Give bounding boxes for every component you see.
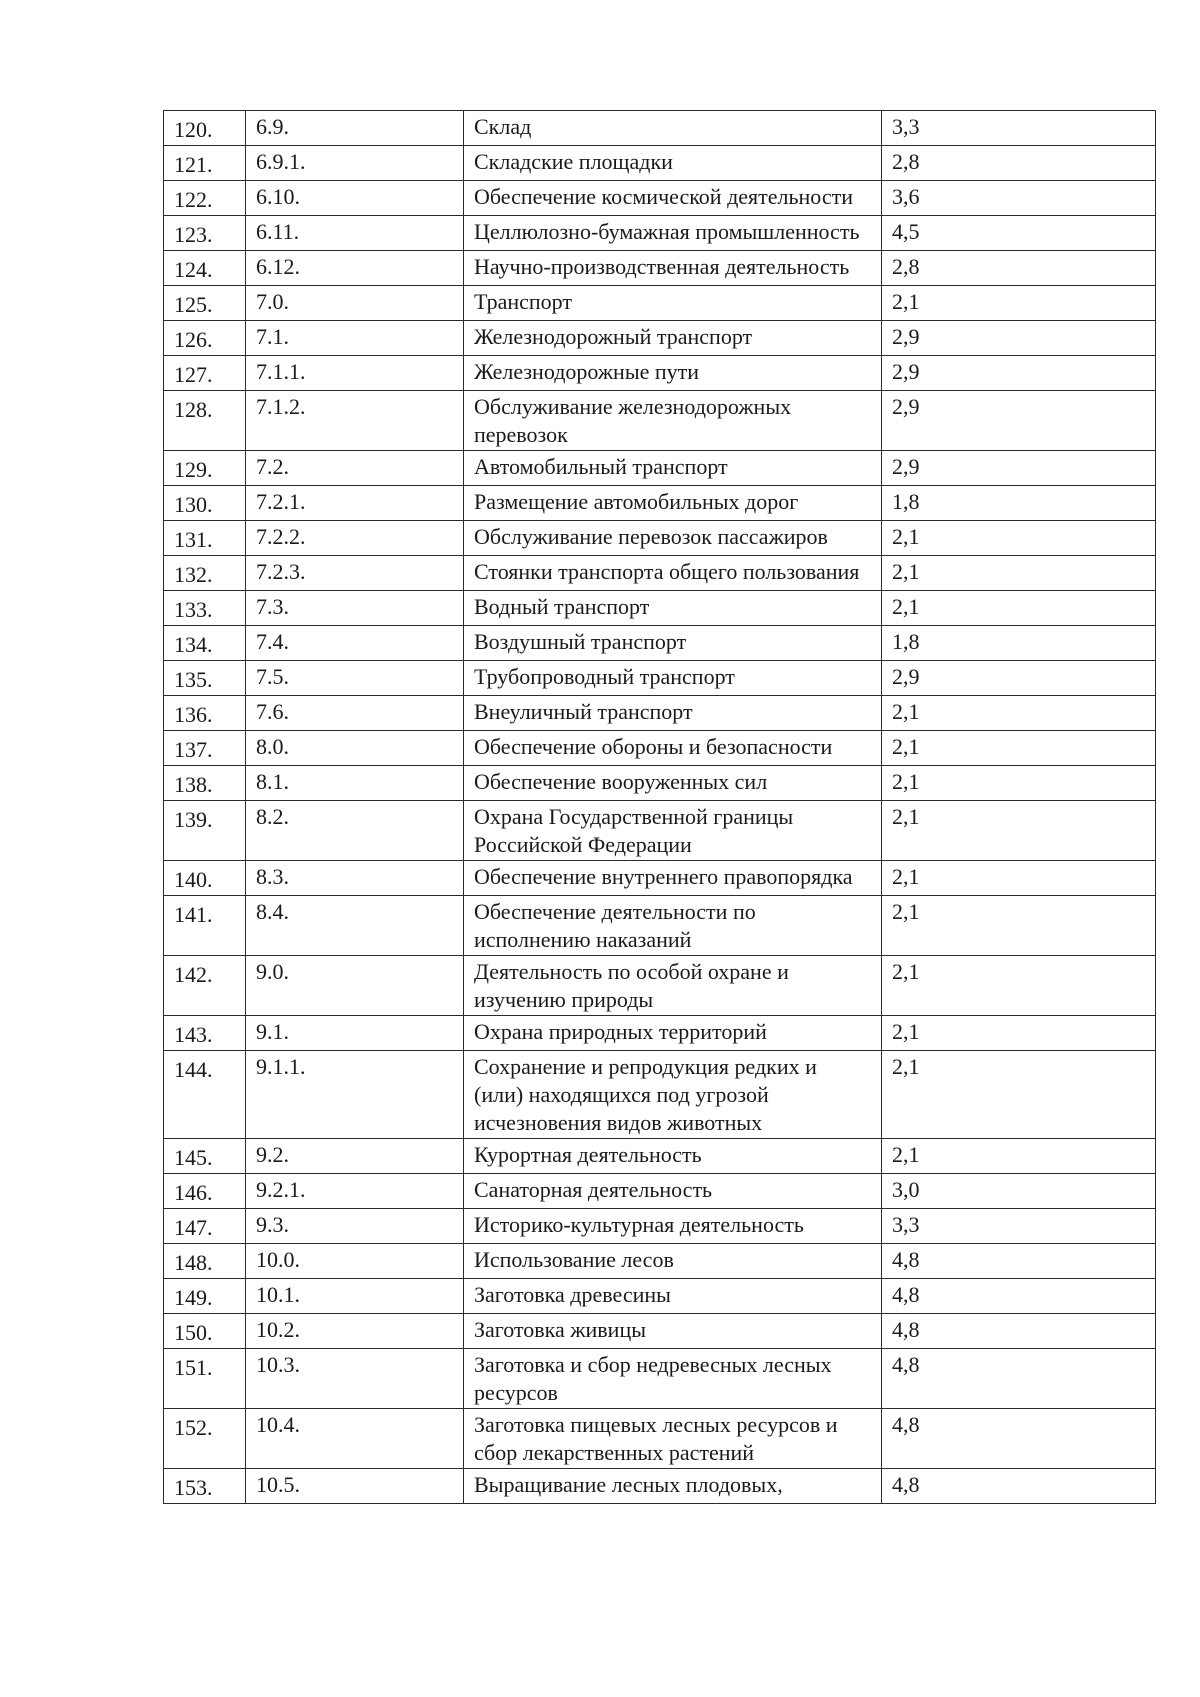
row-value: 4,8 xyxy=(882,1244,1156,1279)
row-number: 145. xyxy=(164,1139,246,1174)
table-row xyxy=(164,956,1156,1016)
row-value: 2,1 xyxy=(882,1051,1156,1139)
row-name: Обеспечение вооруженных сил xyxy=(464,766,882,801)
table-row xyxy=(164,1051,1156,1139)
row-number: 149. xyxy=(164,1279,246,1314)
table-row xyxy=(164,896,1156,956)
row-name: Обслуживание железнодорожных перевозок xyxy=(464,391,882,451)
row-number: 146. xyxy=(164,1174,246,1209)
row-name: Автомобильный транспорт xyxy=(464,451,882,486)
row-number: 125. xyxy=(164,286,246,321)
row-value: 2,9 xyxy=(882,321,1156,356)
table-row xyxy=(164,626,1156,661)
row-value: 4,8 xyxy=(882,1314,1156,1349)
row-name: Внеуличный транспорт xyxy=(464,696,882,731)
row-number: 140. xyxy=(164,861,246,896)
row-value: 2,8 xyxy=(882,251,1156,286)
row-number: 144. xyxy=(164,1051,246,1139)
row-code: 10.1. xyxy=(246,1279,464,1314)
row-code: 9.1.1. xyxy=(246,1051,464,1139)
row-name: Целлюлозно-бумажная промышленность xyxy=(464,216,882,251)
row-name: Складские площадки xyxy=(464,146,882,181)
row-value: 4,8 xyxy=(882,1409,1156,1469)
row-number: 153. xyxy=(164,1469,246,1504)
row-code: 8.3. xyxy=(246,861,464,896)
table-row xyxy=(164,1409,1156,1469)
row-code: 7.1. xyxy=(246,321,464,356)
row-code: 10.0. xyxy=(246,1244,464,1279)
row-name: Выращивание лесных плодовых, xyxy=(464,1469,882,1504)
table-row xyxy=(164,486,1156,521)
row-code: 8.2. xyxy=(246,801,464,861)
row-name: Склад xyxy=(464,111,882,146)
row-number: 128. xyxy=(164,391,246,451)
row-code: 7.2. xyxy=(246,451,464,486)
row-number: 121. xyxy=(164,146,246,181)
table-row xyxy=(164,111,1156,146)
row-number: 138. xyxy=(164,766,246,801)
row-number: 124. xyxy=(164,251,246,286)
table-row xyxy=(164,801,1156,861)
table-row xyxy=(164,1469,1156,1504)
table-body xyxy=(164,111,1156,1504)
table-row xyxy=(164,356,1156,391)
row-name: Заготовка пищевых лесных ресурсов и сбор лекарственных растений xyxy=(464,1409,882,1469)
row-number: 141. xyxy=(164,896,246,956)
row-number: 126. xyxy=(164,321,246,356)
row-name: Железнодорожные пути xyxy=(464,356,882,391)
row-number: 139. xyxy=(164,801,246,861)
row-code: 7.3. xyxy=(246,591,464,626)
row-number: 143. xyxy=(164,1016,246,1051)
row-value: 2,9 xyxy=(882,451,1156,486)
row-name: Заготовка древесины xyxy=(464,1279,882,1314)
row-number: 151. xyxy=(164,1349,246,1409)
row-value: 2,1 xyxy=(882,731,1156,766)
row-value: 2,1 xyxy=(882,861,1156,896)
row-code: 6.9. xyxy=(246,111,464,146)
row-name: Обеспечение деятельности по исполнению наказаний xyxy=(464,896,882,956)
row-value: 4,8 xyxy=(882,1349,1156,1409)
table-row xyxy=(164,1139,1156,1174)
row-value: 2,1 xyxy=(882,556,1156,591)
row-name: Обслуживание перевозок пассажиров xyxy=(464,521,882,556)
table-row xyxy=(164,251,1156,286)
row-value: 2,1 xyxy=(882,956,1156,1016)
row-value: 2,1 xyxy=(882,286,1156,321)
table-row xyxy=(164,1174,1156,1209)
row-name: Размещение автомобильных дорог xyxy=(464,486,882,521)
table-row xyxy=(164,216,1156,251)
table-row xyxy=(164,861,1156,896)
row-value: 1,8 xyxy=(882,486,1156,521)
row-code: 7.1.2. xyxy=(246,391,464,451)
row-name: Трубопроводный транспорт xyxy=(464,661,882,696)
row-code: 7.2.2. xyxy=(246,521,464,556)
row-value: 4,8 xyxy=(882,1279,1156,1314)
row-number: 129. xyxy=(164,451,246,486)
row-number: 150. xyxy=(164,1314,246,1349)
row-name: Охрана Государственной границы Российской Федерации xyxy=(464,801,882,861)
row-code: 7.1.1. xyxy=(246,356,464,391)
row-value: 2,1 xyxy=(882,591,1156,626)
row-value: 2,9 xyxy=(882,356,1156,391)
row-number: 120. xyxy=(164,111,246,146)
row-code: 10.4. xyxy=(246,1409,464,1469)
row-value: 3,3 xyxy=(882,1209,1156,1244)
row-code: 7.0. xyxy=(246,286,464,321)
row-value: 2,1 xyxy=(882,521,1156,556)
row-value: 3,0 xyxy=(882,1174,1156,1209)
row-value: 2,1 xyxy=(882,1139,1156,1174)
row-name: Стоянки транспорта общего пользования xyxy=(464,556,882,591)
row-code: 7.2.3. xyxy=(246,556,464,591)
row-name: Железнодорожный транспорт xyxy=(464,321,882,356)
row-code: 6.12. xyxy=(246,251,464,286)
row-value: 2,1 xyxy=(882,696,1156,731)
table-row xyxy=(164,1244,1156,1279)
row-number: 132. xyxy=(164,556,246,591)
table-row xyxy=(164,521,1156,556)
row-name: Обеспечение обороны и безопасности xyxy=(464,731,882,766)
row-value: 2,1 xyxy=(882,896,1156,956)
row-number: 133. xyxy=(164,591,246,626)
row-code: 10.2. xyxy=(246,1314,464,1349)
table-row xyxy=(164,181,1156,216)
row-code: 10.5. xyxy=(246,1469,464,1504)
row-name: Водный транспорт xyxy=(464,591,882,626)
table-row xyxy=(164,1279,1156,1314)
row-number: 152. xyxy=(164,1409,246,1469)
row-name: Использование лесов xyxy=(464,1244,882,1279)
row-value: 3,6 xyxy=(882,181,1156,216)
row-number: 130. xyxy=(164,486,246,521)
row-value: 2,9 xyxy=(882,661,1156,696)
row-name: Заготовка и сбор недревесных лесных ресурсов xyxy=(464,1349,882,1409)
row-name: Научно-производственная деятельность xyxy=(464,251,882,286)
row-code: 9.1. xyxy=(246,1016,464,1051)
row-number: 147. xyxy=(164,1209,246,1244)
land-use-table xyxy=(163,110,1156,1504)
row-number: 127. xyxy=(164,356,246,391)
row-code: 8.4. xyxy=(246,896,464,956)
row-number: 134. xyxy=(164,626,246,661)
table-row xyxy=(164,591,1156,626)
table-row xyxy=(164,696,1156,731)
row-number: 137. xyxy=(164,731,246,766)
row-code: 6.9.1. xyxy=(246,146,464,181)
row-code: 9.2.1. xyxy=(246,1174,464,1209)
row-name: Охрана природных территорий xyxy=(464,1016,882,1051)
row-number: 131. xyxy=(164,521,246,556)
row-value: 2,1 xyxy=(882,801,1156,861)
row-name: Историко-культурная деятельность xyxy=(464,1209,882,1244)
table-row xyxy=(164,766,1156,801)
row-code: 9.2. xyxy=(246,1139,464,1174)
table-row xyxy=(164,1209,1156,1244)
row-number: 135. xyxy=(164,661,246,696)
row-name: Сохранение и репродукция редких и (или) находящихся под угрозой исчезновения видов животных xyxy=(464,1051,882,1139)
row-name: Транспорт xyxy=(464,286,882,321)
row-value: 3,3 xyxy=(882,111,1156,146)
row-name: Воздушный транспорт xyxy=(464,626,882,661)
table-row xyxy=(164,286,1156,321)
table-row xyxy=(164,321,1156,356)
row-name: Курортная деятельность xyxy=(464,1139,882,1174)
row-number: 123. xyxy=(164,216,246,251)
table-row xyxy=(164,556,1156,591)
table-row xyxy=(164,1314,1156,1349)
row-code: 7.6. xyxy=(246,696,464,731)
row-number: 148. xyxy=(164,1244,246,1279)
table-row xyxy=(164,451,1156,486)
row-value: 4,8 xyxy=(882,1469,1156,1504)
row-value: 2,9 xyxy=(882,391,1156,451)
row-code: 7.2.1. xyxy=(246,486,464,521)
table-row xyxy=(164,1349,1156,1409)
row-number: 136. xyxy=(164,696,246,731)
row-value: 2,1 xyxy=(882,1016,1156,1051)
row-value: 1,8 xyxy=(882,626,1156,661)
row-name: Обеспечение внутреннего правопорядка xyxy=(464,861,882,896)
row-value: 2,1 xyxy=(882,766,1156,801)
row-name: Санаторная деятельность xyxy=(464,1174,882,1209)
row-value: 4,5 xyxy=(882,216,1156,251)
row-name: Обеспечение космической деятельности xyxy=(464,181,882,216)
row-code: 6.10. xyxy=(246,181,464,216)
row-number: 122. xyxy=(164,181,246,216)
row-number: 142. xyxy=(164,956,246,1016)
table-row xyxy=(164,391,1156,451)
table-row xyxy=(164,1016,1156,1051)
row-value: 2,8 xyxy=(882,146,1156,181)
row-code: 6.11. xyxy=(246,216,464,251)
table-row xyxy=(164,146,1156,181)
row-name: Заготовка живицы xyxy=(464,1314,882,1349)
row-code: 7.4. xyxy=(246,626,464,661)
row-code: 8.0. xyxy=(246,731,464,766)
table-row xyxy=(164,661,1156,696)
row-code: 9.3. xyxy=(246,1209,464,1244)
table-row xyxy=(164,731,1156,766)
row-code: 10.3. xyxy=(246,1349,464,1409)
row-name: Деятельность по особой охране и изучению природы xyxy=(464,956,882,1016)
row-code: 8.1. xyxy=(246,766,464,801)
row-code: 9.0. xyxy=(246,956,464,1016)
row-code: 7.5. xyxy=(246,661,464,696)
